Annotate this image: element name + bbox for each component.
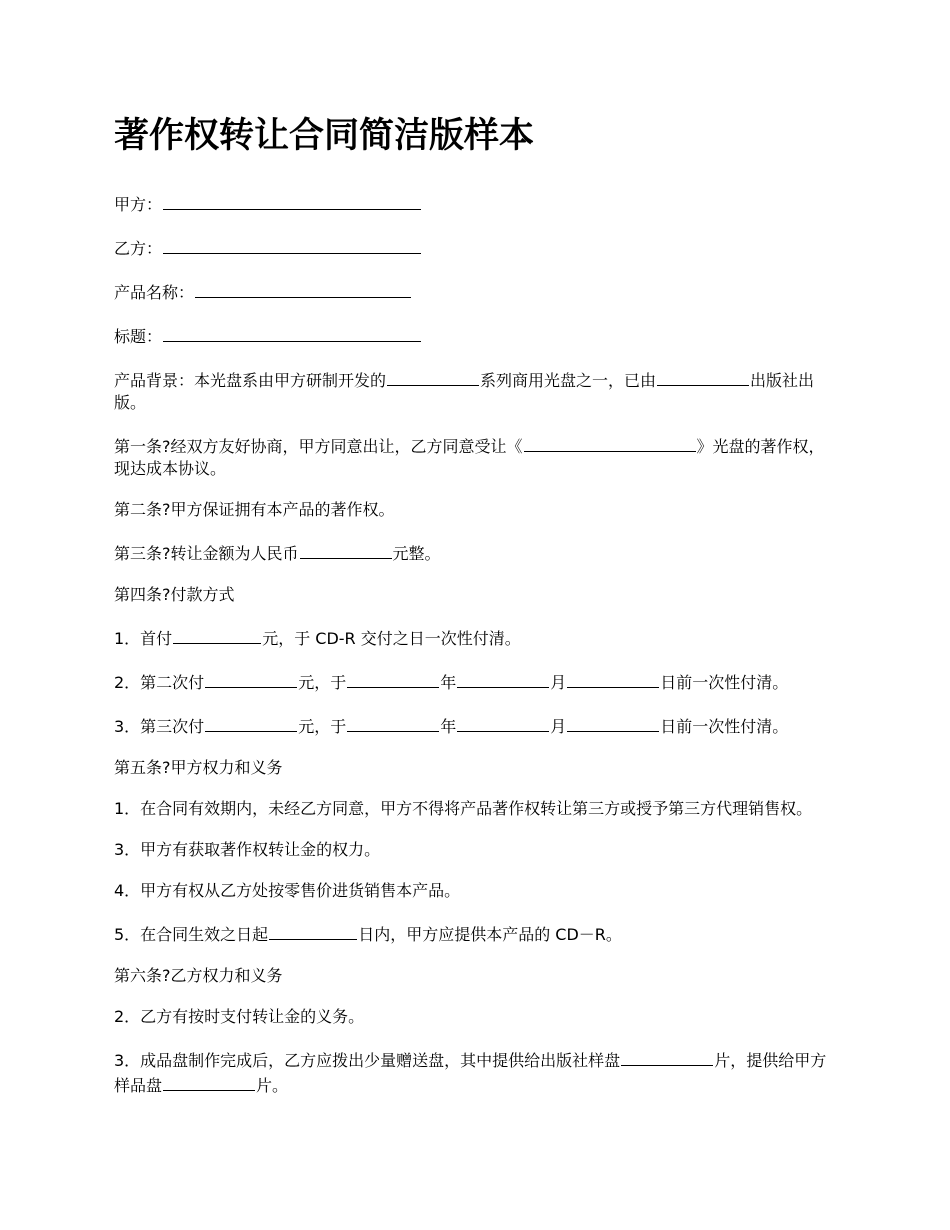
payment-2-text-2: 元，于 bbox=[298, 673, 347, 692]
payment-3-text-1: 3．第三次付 bbox=[114, 717, 205, 736]
payment-1-text-2: 元，于 CD-R 交付之日一次性付清。 bbox=[262, 629, 521, 648]
product-name-label: 产品名称： bbox=[114, 283, 195, 302]
article-5: 第五条?甲方权力和义务 bbox=[114, 758, 283, 777]
document-page bbox=[114, 108, 836, 1116]
payment-2-amount-blank bbox=[205, 669, 297, 688]
article-1-text-1: 第一条?经双方友好协商，甲方同意出让，乙方同意受让《 bbox=[114, 437, 523, 456]
party-a-label: 甲方： bbox=[114, 195, 163, 214]
article-1-text-2: 》光盘的著作权，现达成本协议。 bbox=[114, 437, 825, 478]
article-5-clause-5-text-2: 日内，甲方应提供本产品的 CD－R。 bbox=[358, 925, 622, 944]
article-6-clause-3-text-3: 片。 bbox=[256, 1076, 289, 1095]
payment-3-month-label: 月 bbox=[550, 717, 567, 736]
background-text-3: 出版社出版。 bbox=[114, 371, 815, 412]
article-6-clause-3-text-1: 3．成品盘制作完成后，乙方应拨出少量赠送盘，其中提供给出版社样盘 bbox=[114, 1051, 621, 1070]
article-5-clause-3: 3．甲方有获取著作权转让金的权力。 bbox=[114, 840, 381, 859]
payment-2-text-1: 2．第二次付 bbox=[114, 673, 205, 692]
background-text-2: 系列商用光盘之一，已由 bbox=[480, 371, 657, 390]
product-name-line bbox=[114, 279, 836, 304]
publisher-sample-blank bbox=[621, 1047, 713, 1066]
payment-2-year-label: 年 bbox=[440, 673, 457, 692]
disc-title-blank bbox=[524, 433, 696, 452]
heading-blank bbox=[163, 323, 421, 342]
heading-line bbox=[114, 323, 836, 348]
document-title: 著作权转让合同简洁版样本 bbox=[114, 116, 535, 156]
party-a-blank bbox=[163, 191, 421, 210]
article-5-clause-5-text-1: 5．在合同生效之日起 bbox=[114, 925, 269, 944]
payment-2-year-blank bbox=[347, 669, 439, 688]
payment-2-month-label: 月 bbox=[550, 673, 567, 692]
payment-3-text-3: 日前一次性付清。 bbox=[660, 717, 789, 736]
payment-2 bbox=[114, 669, 836, 694]
party-b-line bbox=[114, 235, 836, 260]
article-6-clause-3-text-2: 片，提供给甲方样品盘 bbox=[114, 1051, 827, 1095]
payment-3-text-2: 元，于 bbox=[298, 717, 347, 736]
article-4: 第四条?付款方式 bbox=[114, 585, 235, 604]
article-3-text-1: 第三条?转让金额为人民币 bbox=[114, 544, 299, 563]
party-b-label: 乙方： bbox=[114, 239, 163, 258]
article-1 bbox=[114, 433, 836, 480]
series-blank bbox=[387, 367, 479, 386]
payment-3 bbox=[114, 713, 836, 738]
payment-3-amount-blank bbox=[205, 713, 297, 732]
payment-3-year-label: 年 bbox=[440, 717, 457, 736]
article-3 bbox=[114, 540, 836, 565]
article-5-clause-5 bbox=[114, 921, 836, 946]
payment-3-month-blank bbox=[457, 713, 549, 732]
payment-3-year-blank bbox=[347, 713, 439, 732]
article-6-clause-3 bbox=[114, 1047, 836, 1097]
background-text-1: 产品背景：本光盘系由甲方研制开发的 bbox=[114, 371, 387, 390]
party-b-blank bbox=[163, 235, 421, 254]
product-name-blank bbox=[195, 279, 411, 298]
amount-blank bbox=[300, 540, 392, 559]
article-3-text-2: 元整。 bbox=[392, 544, 441, 563]
heading-label: 标题： bbox=[114, 327, 163, 346]
payment-3-day-blank bbox=[567, 713, 659, 732]
days-blank bbox=[269, 921, 357, 940]
article-6-clause-2: 2．乙方有按时支付转让金的义务。 bbox=[114, 1007, 365, 1026]
party-a-line bbox=[114, 191, 836, 216]
payment-2-day-blank bbox=[567, 669, 659, 688]
party-a-sample-blank bbox=[163, 1072, 255, 1091]
publisher-blank bbox=[657, 367, 749, 386]
payment-1-amount-blank bbox=[173, 625, 261, 644]
background-paragraph bbox=[114, 367, 836, 414]
payment-1-text-1: 1．首付 bbox=[114, 629, 173, 648]
payment-1 bbox=[114, 625, 836, 650]
article-5-clause-4: 4．甲方有权从乙方处按零售价进货销售本产品。 bbox=[114, 881, 461, 900]
article-5-clause-1: 1．在合同有效期内，未经乙方同意，甲方不得将产品著作权转让第三方或授予第三方代理销售权。 bbox=[114, 799, 813, 818]
payment-2-month-blank bbox=[457, 669, 549, 688]
payment-2-text-3: 日前一次性付清。 bbox=[660, 673, 789, 692]
article-6: 第六条?乙方权力和义务 bbox=[114, 966, 283, 985]
article-2: 第二条?甲方保证拥有本产品的著作权。 bbox=[114, 500, 395, 519]
